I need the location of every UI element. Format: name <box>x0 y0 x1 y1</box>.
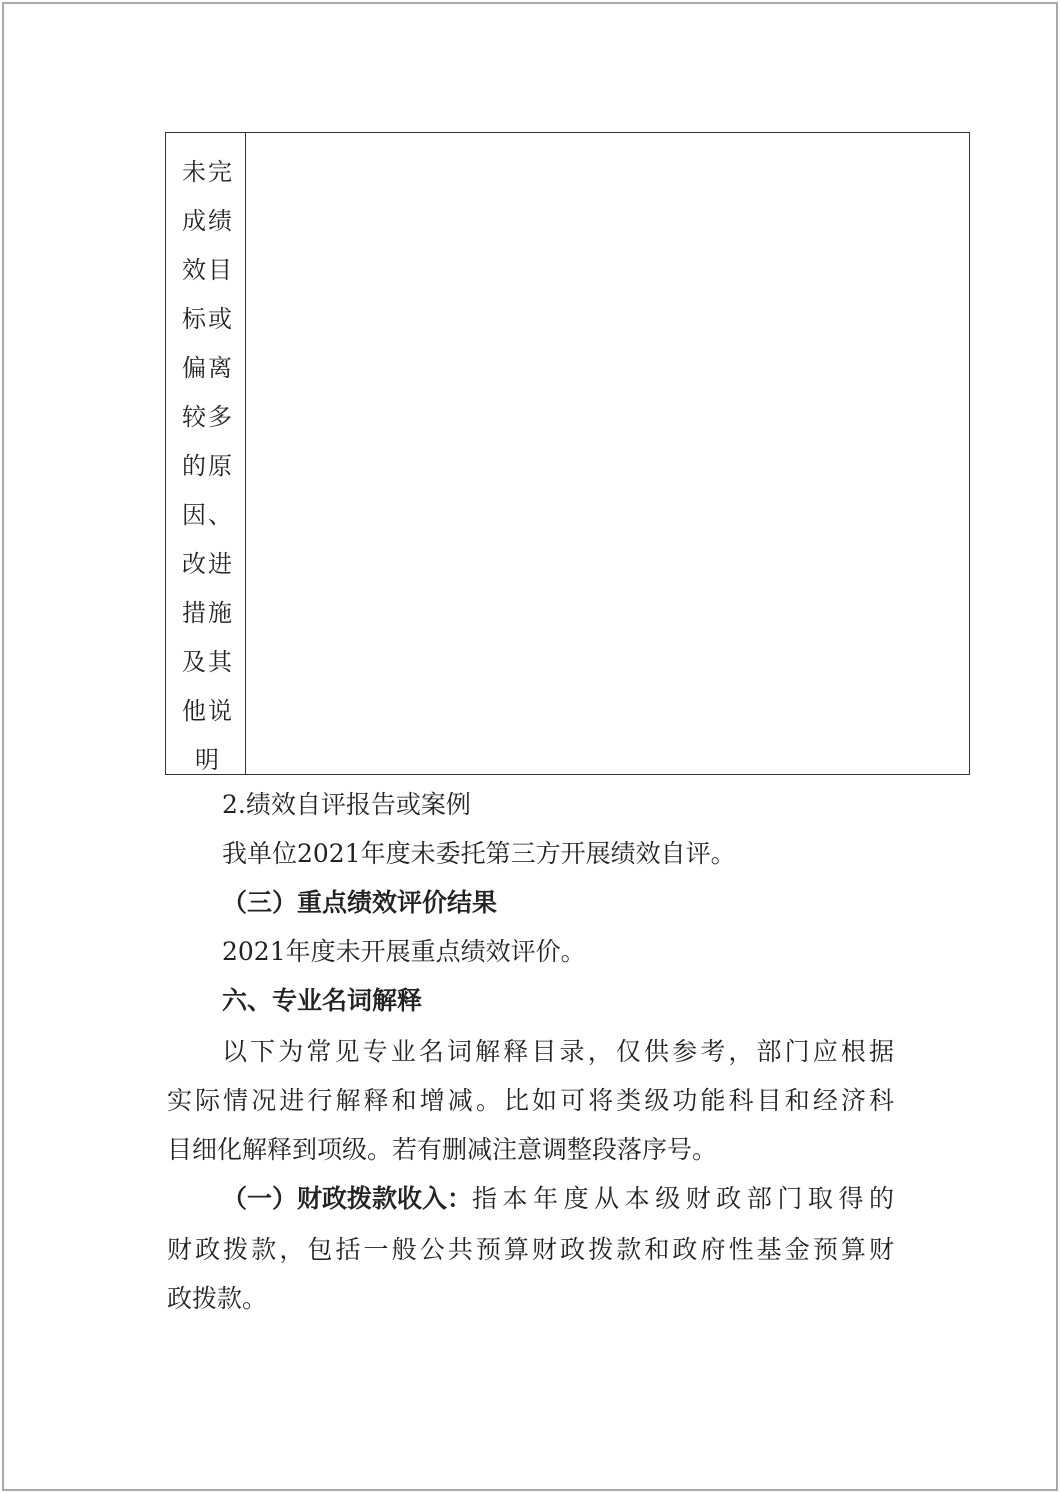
label-line: 较多 <box>182 403 234 431</box>
table-content-cell <box>246 133 969 774</box>
label-line: 他说 <box>182 697 234 725</box>
term-1-label: （一）财政拨款收入： <box>222 1184 473 1213</box>
section-3-heading: （三）重点绩效评价结果 <box>222 888 498 917</box>
section-2-body: 我单位2021年度未委托第三方开展绩效自评。 <box>222 839 736 868</box>
para-line-text: 以下为常见专业名词解释目录，仅供参考，部门应根据 <box>222 1037 894 1066</box>
para-line-text: 实际情况进行解释和增减。比如可将类级功能科目和经济科 <box>167 1086 894 1115</box>
label-line: 偏离 <box>182 354 234 382</box>
label-line: 标或 <box>182 305 234 333</box>
label-line: 的原 <box>182 452 234 480</box>
section-3-body: 2021年度未开展重点绩效评价。 <box>222 937 586 966</box>
term-1-line: 政拨款。 <box>167 1284 268 1313</box>
para-line <box>222 1036 894 1068</box>
label-line: 因、 <box>182 501 234 529</box>
label-line: 未完 <box>182 158 234 186</box>
section-2-heading: 2.绩效自评报告或案例 <box>222 790 471 819</box>
para-line: 目细化解释到项级。若有删减注意调整段落序号。 <box>167 1135 718 1164</box>
term-1-text: 指本年度从本级财政部门取得的 <box>472 1184 894 1213</box>
para-line <box>167 1085 894 1117</box>
section-6-heading: 六、专业名词解释 <box>222 986 423 1015</box>
term-1-line <box>167 1234 894 1266</box>
label-line: 改进 <box>182 550 234 578</box>
table-label-cell <box>166 133 246 774</box>
table-label-text <box>178 148 238 785</box>
term-1-text: 财政拨款，包括一般公共预算财政拨款和政府性基金预算财 <box>167 1235 894 1264</box>
label-line: 效目 <box>182 256 234 284</box>
label-line: 明 <box>195 746 221 774</box>
performance-table <box>165 132 970 775</box>
label-line: 及其 <box>182 648 234 676</box>
term-1-line <box>222 1183 894 1215</box>
label-line: 成绩 <box>182 207 234 235</box>
label-line: 措施 <box>182 599 234 627</box>
